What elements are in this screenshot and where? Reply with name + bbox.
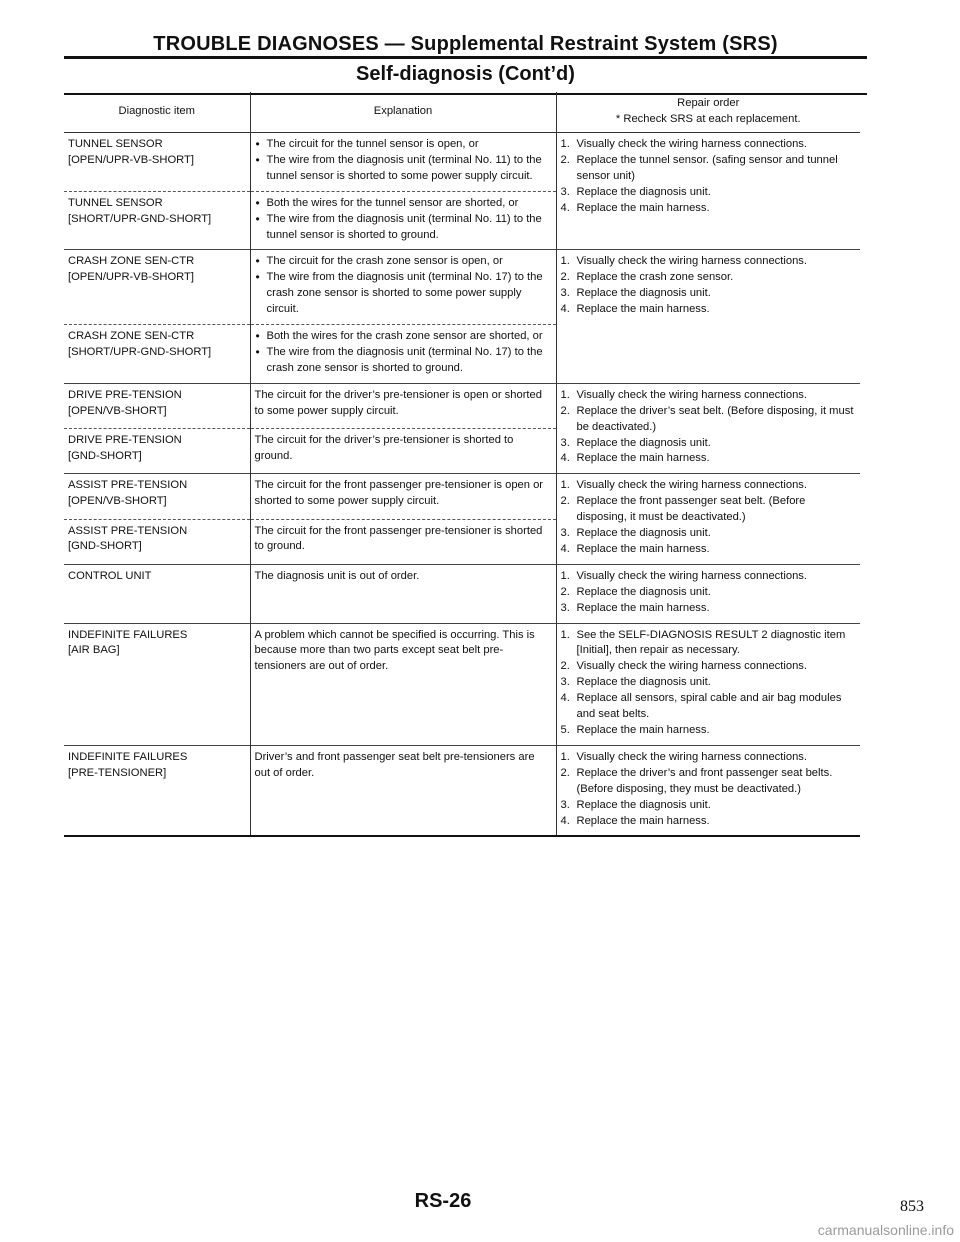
repair-step-text: Replace the driver’s and front passenger seat belts. (Before disposing, they must be deactivated.) (576, 766, 833, 795)
repair-step-number: 4. (560, 542, 570, 555)
repair-step-text: Replace the diagnosis unit. (576, 676, 711, 689)
diagnostic-item-cell (64, 325, 250, 384)
diagnostic-item-cell (64, 250, 250, 325)
repair-step-number: 3. (560, 798, 570, 811)
repair-step (560, 628, 857, 660)
repair-order-cell (556, 250, 860, 383)
diagnostic-item-cell (64, 519, 250, 564)
diagnostic-item-cell (64, 429, 250, 474)
repair-step (560, 478, 857, 494)
repair-step-number: 3. (560, 601, 570, 614)
explanation-list (255, 196, 552, 244)
repair-step (560, 153, 857, 185)
repair-step-text: Visually check the wiring harness connections. (576, 138, 808, 150)
explanation-cell (250, 745, 556, 836)
repair-step-text: Replace the driver’s seat belt. (Before disposing, it must be deactivated.) (576, 404, 854, 433)
repair-step-number: 1. (560, 750, 570, 763)
explanation-list (255, 137, 552, 185)
repair-step-text: Replace the main harness. (576, 452, 710, 465)
header-repair-title: Repair order (677, 97, 740, 110)
table-row (64, 250, 860, 325)
repair-step-number: 3. (560, 287, 570, 300)
table-header-row (64, 92, 860, 133)
repair-step (560, 542, 857, 558)
header-repair-note: * Recheck SRS at each replacement. (615, 113, 801, 125)
repair-steps (561, 254, 857, 318)
page-subtitle: Self-diagnosis (Cont’d) (356, 63, 575, 85)
repair-step-text: Replace the front passenger seat belt. (Before disposing, it must be deactivated.) (576, 495, 806, 524)
repair-step-number: 1. (560, 479, 570, 492)
header-diagnostic-item: Diagnostic item (64, 92, 250, 133)
explanation-list (255, 329, 552, 377)
repair-step-number: 4. (560, 692, 570, 705)
page-header (64, 32, 867, 95)
repair-step-number: 2. (560, 660, 570, 673)
repair-step (560, 526, 857, 542)
repair-step (560, 750, 857, 766)
diagnostic-item-cell (64, 745, 250, 836)
repair-step-text: Replace the diagnosis unit. (576, 287, 711, 300)
diagnostic-item-cell (64, 191, 250, 250)
repair-step (560, 675, 857, 691)
repair-step (560, 404, 857, 436)
repair-step-number: 3. (560, 527, 570, 540)
repair-step-text: Replace the main harness. (576, 303, 710, 316)
explanation-bullet: • The wire from the diagnosis unit (terminal No. 11) to the tunnel sensor is shorted to ground. (267, 212, 552, 244)
explanation-bullet: • The circuit for the tunnel sensor is open, or (267, 137, 552, 153)
watermark: carmanualsonline.info (817, 1222, 954, 1238)
repair-step (560, 137, 857, 153)
explanation-text: The diagnosis unit is out of order. (254, 569, 420, 582)
diagnostic-item-line: TUNNEL SENSOR (68, 196, 163, 209)
repair-steps (561, 750, 857, 830)
diagnostic-item-cell (64, 474, 250, 519)
diagnostic-item-line: [GND-SHORT] (68, 540, 142, 553)
repair-step-text: Replace the crash zone sensor. (576, 271, 734, 284)
repair-step (560, 286, 857, 302)
repair-step-text: Visually check the wiring harness connections. (576, 569, 808, 582)
repair-order-cell (556, 745, 860, 836)
repair-step (560, 569, 857, 585)
repair-step-text: Replace the diagnosis unit. (576, 585, 711, 598)
repair-step-text: Replace the tunnel sensor. (safing sensor and tunnel sensor unit) (576, 153, 838, 182)
table-body (64, 133, 860, 837)
repair-step (560, 254, 857, 270)
explanation-text: A problem which cannot be specified is occurring. This is because more than two parts except seat belt pre-tensioners are out of order. (254, 628, 535, 673)
table-row (64, 564, 860, 623)
repair-step-number: 4. (560, 814, 570, 827)
repair-step (560, 302, 857, 318)
repair-step-text: Replace the main harness. (576, 601, 710, 614)
repair-step (560, 451, 857, 467)
repair-order-cell (556, 564, 860, 623)
repair-step-number: 4. (560, 452, 570, 465)
diagnostic-item-line: CONTROL UNIT (68, 569, 152, 582)
page-number: 853 (900, 1198, 924, 1215)
repair-step (560, 436, 857, 452)
repair-steps (561, 137, 857, 217)
diagnostic-item-line: TUNNEL SENSOR (68, 138, 163, 150)
repair-step-number: 3. (560, 436, 570, 449)
explanation-text: The circuit for the front passenger pre-tensioner is open or shorted to some power supply circuit. (254, 479, 544, 508)
diagnostic-item-cell (64, 383, 250, 428)
repair-order-cell (556, 474, 860, 565)
repair-step-number: 4. (560, 201, 570, 214)
repair-steps (561, 628, 857, 739)
diagnostic-item-line: [OPEN/VB-SHORT] (68, 404, 167, 417)
repair-step-number: 2. (560, 585, 570, 598)
repair-step-number: 1. (560, 255, 570, 268)
explanation-bullet: • The wire from the diagnosis unit (terminal No. 11) to the tunnel sensor is shorted to some power supply circuit. (267, 153, 552, 185)
repair-step (560, 723, 857, 739)
explanation-bullet: • The wire from the diagnosis unit (terminal No. 17) to the crash zone sensor is shorted to some power supply circuit. (267, 270, 552, 318)
explanation-cell (250, 325, 556, 384)
explanation-bullet: • Both the wires for the crash zone sensor are shorted, or (267, 329, 552, 345)
explanation-text: The circuit for the front passenger pre-tensioner is shorted to ground. (254, 524, 543, 553)
explanation-text: The circuit for the driver’s pre-tensioner is open or shorted to some power supply circuit. (254, 388, 542, 417)
diagnostic-item-line: [OPEN/UPR-VB-SHORT] (68, 153, 194, 166)
repair-step-number: 5. (560, 724, 570, 736)
explanation-bullet: • The wire from the diagnosis unit (terminal No. 17) to the crash zone sensor is shorted to ground. (267, 345, 552, 377)
diagnostic-item-cell (64, 564, 250, 623)
repair-step-number: 1. (560, 138, 570, 150)
explanation-cell (250, 519, 556, 564)
explanation-bullet: • The circuit for the crash zone sensor is open, or (267, 254, 552, 270)
repair-step-text: Replace all sensors, spiral cable and air bag modules and seat belts. (576, 692, 842, 721)
repair-step-text: Replace the diagnosis unit. (576, 798, 711, 811)
header-repair-order (556, 92, 860, 133)
diagnostic-item-line: [AIR BAG] (68, 644, 120, 657)
repair-step-text: Replace the main harness. (576, 542, 710, 555)
explanation-cell (250, 250, 556, 325)
repair-steps (561, 388, 857, 468)
repair-step (560, 201, 857, 217)
diagnostic-item-line: ASSIST PRE-TENSION (68, 479, 188, 492)
repair-step-number: 2. (560, 766, 570, 779)
diagnostic-item-line: DRIVE PRE-TENSION (68, 388, 182, 401)
repair-step-number: 2. (560, 495, 570, 508)
repair-steps (561, 569, 857, 617)
table-row (64, 623, 860, 745)
repair-step (560, 659, 857, 675)
explanation-list (255, 254, 552, 318)
repair-step (560, 585, 857, 601)
diagnostic-item-line: [GND-SHORT] (68, 449, 142, 462)
explanation-text: Driver’s and front passenger seat belt pre-tensioners are out of order. (254, 750, 535, 779)
repair-step-number: 1. (560, 388, 570, 401)
table-row (64, 133, 860, 192)
repair-step (560, 814, 857, 830)
table-row (64, 745, 860, 836)
diagnostic-item-line: [SHORT/UPR-GND-SHORT] (68, 212, 212, 225)
repair-step (560, 691, 857, 723)
repair-step-text: Replace the diagnosis unit. (576, 185, 711, 198)
repair-step-number: 1. (560, 569, 570, 582)
page-title: TROUBLE DIAGNOSES — Supplemental Restraint System (SRS) (153, 33, 778, 55)
repair-step-text: Visually check the wiring harness connections. (576, 479, 808, 492)
explanation-cell (250, 191, 556, 250)
repair-step-number: 4. (560, 303, 570, 316)
repair-step-text: Visually check the wiring harness connections. (576, 255, 808, 268)
self-diagnosis-table (64, 92, 860, 837)
repair-step (560, 185, 857, 201)
repair-step-text: Visually check the wiring harness connections. (576, 388, 808, 401)
header-explanation: Explanation (250, 92, 556, 133)
diagnostic-item-line: DRIVE PRE-TENSION (68, 434, 182, 447)
repair-step-text: Replace the main harness. (576, 814, 710, 827)
diagnostic-item-line: INDEFINITE FAILURES (68, 628, 188, 641)
repair-steps (561, 478, 857, 558)
diagnostic-item-cell (64, 133, 250, 192)
repair-step-text: Replace the main harness. (576, 724, 710, 736)
repair-step-number: 2. (560, 153, 570, 166)
explanation-cell (250, 383, 556, 428)
repair-order-cell (556, 383, 860, 474)
repair-step-number: 2. (560, 271, 570, 284)
repair-step-text: Visually check the wiring harness connections. (576, 750, 808, 763)
title-rule (64, 56, 867, 59)
repair-step (560, 798, 857, 814)
repair-order-cell (556, 623, 860, 745)
repair-step-text: Replace the main harness. (576, 201, 710, 214)
repair-step-number: 3. (560, 676, 570, 689)
diagnostic-item-cell (64, 623, 250, 745)
repair-step-number: 1. (560, 628, 570, 641)
explanation-cell (250, 564, 556, 623)
repair-step (560, 388, 857, 404)
diagnostic-item-line: CRASH ZONE SEN-CTR (68, 255, 195, 268)
diagnostic-item-line: [OPEN/VB-SHORT] (68, 495, 167, 508)
repair-step (560, 601, 857, 617)
section-code: RS-26 (414, 1190, 472, 1212)
repair-step (560, 766, 857, 798)
repair-step-number: 2. (560, 404, 570, 417)
explanation-cell (250, 133, 556, 192)
repair-step-text: Replace the diagnosis unit. (576, 527, 711, 540)
repair-step-text: See the SELF-DIAGNOSIS RESULT 2 diagnostic item [Initial], then repair as necessary. (576, 628, 846, 657)
diagnostic-item-line: [SHORT/UPR-GND-SHORT] (68, 345, 212, 358)
explanation-cell (250, 474, 556, 519)
repair-step-text: Visually check the wiring harness connections. (576, 660, 808, 673)
table-row (64, 383, 860, 428)
repair-order-cell (556, 133, 860, 250)
diagnostic-item-line: [PRE-TENSIONER] (68, 766, 167, 779)
table-row (64, 474, 860, 519)
repair-step (560, 270, 857, 286)
explanation-bullet: • Both the wires for the tunnel sensor are shorted, or (267, 196, 552, 212)
diagnostic-item-line: CRASH ZONE SEN-CTR (68, 330, 195, 343)
diagnostic-item-line: ASSIST PRE-TENSION (68, 524, 188, 537)
explanation-cell (250, 623, 556, 745)
diagnostic-item-line: INDEFINITE FAILURES (68, 750, 188, 763)
diagnostic-item-line: [OPEN/UPR-VB-SHORT] (68, 271, 194, 284)
explanation-cell (250, 429, 556, 474)
explanation-text: The circuit for the driver’s pre-tensioner is shorted to ground. (254, 434, 514, 462)
repair-step-number: 3. (560, 185, 570, 198)
repair-step (560, 494, 857, 526)
repair-step-text: Replace the diagnosis unit. (576, 436, 711, 449)
